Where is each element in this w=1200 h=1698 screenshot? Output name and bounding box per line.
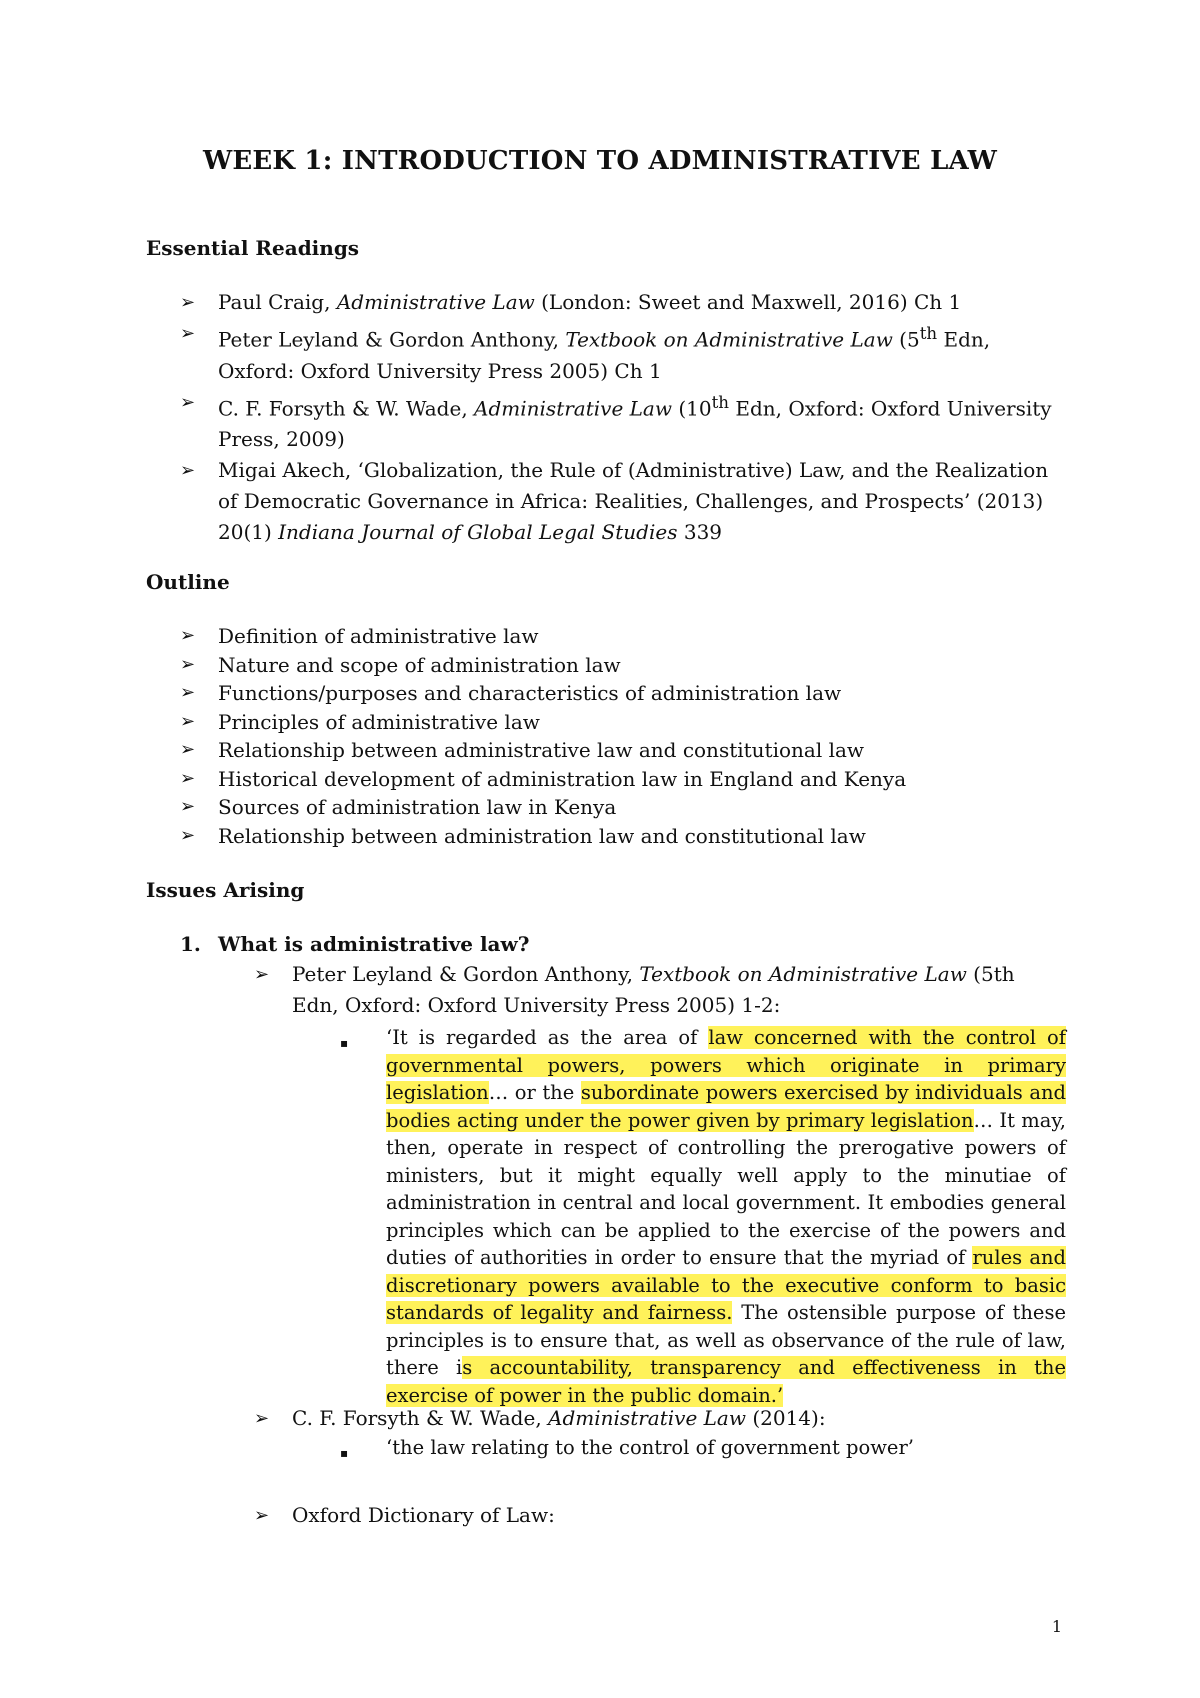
source-item: ➢ Oxford Dictionary of Law: (254, 1500, 1066, 1531)
square-bullet-icon: ▪ (340, 1446, 349, 1460)
arrow-bullet-icon: ➢ (180, 460, 196, 482)
arrow-bullet-icon: ➢ (254, 1505, 270, 1526)
outline-heading: Outline (146, 570, 230, 594)
outline-item: ➢ Relationship between administrative law and constitutional law (146, 736, 1066, 765)
quote-text: … or the (488, 1081, 581, 1104)
reading-item: ➢ Peter Leyland & Gordon Anthony, Textbook on Administrative Law (5th Edn, Oxford: Oxford University Press 2005) Ch 1 (146, 318, 1066, 387)
arrow-bullet-icon: ➢ (180, 323, 196, 344)
outline-item: ➢ Relationship between administration law and constitutional law (146, 822, 1066, 851)
source-list-1 (254, 959, 1066, 1021)
reading-item: ➢ Migai Akech, ‘Globalization, the Rule of (Administrative) Law, and the Realization of Democratic Governance in Africa: Realities, Challenges, and Prospects’ (2013) 20(1) Indiana Journal of Global Legal Studies 339 (146, 455, 1066, 548)
arrow-bullet-icon: ➢ (180, 292, 196, 313)
issues-heading: Issues Arising (146, 878, 305, 902)
arrow-bullet-icon: ➢ (180, 824, 196, 846)
page-title: WEEK 1: INTRODUCTION TO ADMINISTRATIVE LAW (202, 146, 998, 176)
page-number: 1 (1051, 1617, 1062, 1636)
question-1: 1. What is administrative law? (180, 932, 530, 956)
highlighted-text: law concerned with the control of governmental powers, powers which originate in primary legislation (386, 1026, 1066, 1104)
highlighted-text: subordinate powers exercised by individuals and bodies acting under the power given by primary legislation (386, 1081, 1067, 1132)
source-list-3 (254, 1500, 1066, 1531)
arrow-bullet-icon: ➢ (180, 653, 196, 675)
quote-text: … It may, then, operate in respect of controlling the prerogative powers of ministers, but it might equally well apply to the minutiae of administration in central and local government. It embodies general principles which can be applied to the exercise of the powers and duties of authorities in order to ensure that the myriad of (386, 1108, 1066, 1269)
arrow-bullet-icon: ➢ (180, 796, 196, 817)
arrow-bullet-icon: ➢ (180, 739, 196, 760)
quote-forsyth-wade: ‘the law relating to the control of government power’ (386, 1436, 914, 1459)
arrow-bullet-icon: ➢ (180, 710, 196, 732)
outline-item: ➢ Nature and scope of administration law (146, 651, 1066, 680)
reading-item: ➢ C. F. Forsyth & W. Wade, Administrative Law (10th Edn, Oxford: Oxford University Press, 2009) (146, 387, 1066, 456)
arrow-bullet-icon: ➢ (180, 767, 196, 789)
quote-text: ‘It is regarded as the area of (386, 1026, 709, 1049)
arrow-bullet-icon: ➢ (180, 682, 196, 703)
highlighted-text: rules and discretionary powers available to the executive conform to basic standards of legality and fairness. (386, 1246, 1066, 1324)
reading-item: ➢ Paul Craig, Administrative Law (London: Sweet and Maxwell, 2016) Ch 1 (146, 287, 1066, 318)
essential-readings-heading: Essential Readings (146, 236, 360, 260)
arrow-bullet-icon: ➢ (254, 964, 270, 985)
arrow-bullet-icon: ➢ (180, 625, 196, 646)
outline-item: ➢ Definition of administrative law (146, 622, 1066, 651)
highlighted-text: s accountability, transparency and effectiveness in the exercise of power in the public domain.’ (386, 1356, 1066, 1407)
quote-leyland-anthony (386, 1024, 1066, 1409)
source-list-2 (254, 1403, 1066, 1434)
outline-item: ➢ Historical development of administration law in England and Kenya (146, 765, 1066, 794)
source-item: ➢ Peter Leyland & Gordon Anthony, Textbook on Administrative Law (5th Edn, Oxford: Oxford University Press 2005) 1-2: (254, 959, 1066, 1021)
essential-readings-list (146, 287, 1066, 548)
outline-item: ➢ Sources of administration law in Kenya (146, 793, 1066, 822)
outline-item: ➢ Principles of administrative law (146, 708, 1066, 737)
square-bullet-icon: ▪ (340, 1036, 349, 1050)
source-item: ➢ C. F. Forsyth & W. Wade, Administrative Law (2014): (254, 1403, 1066, 1434)
outline-item: ➢ Functions/purposes and characteristics of administration law (146, 679, 1066, 708)
arrow-bullet-icon: ➢ (180, 391, 196, 413)
outline-list (146, 622, 1066, 850)
arrow-bullet-icon: ➢ (254, 1408, 270, 1429)
quote-text: The ostensible purpose of these principles is to ensure that, as well as observance of the rule of law, there i (386, 1301, 1066, 1379)
